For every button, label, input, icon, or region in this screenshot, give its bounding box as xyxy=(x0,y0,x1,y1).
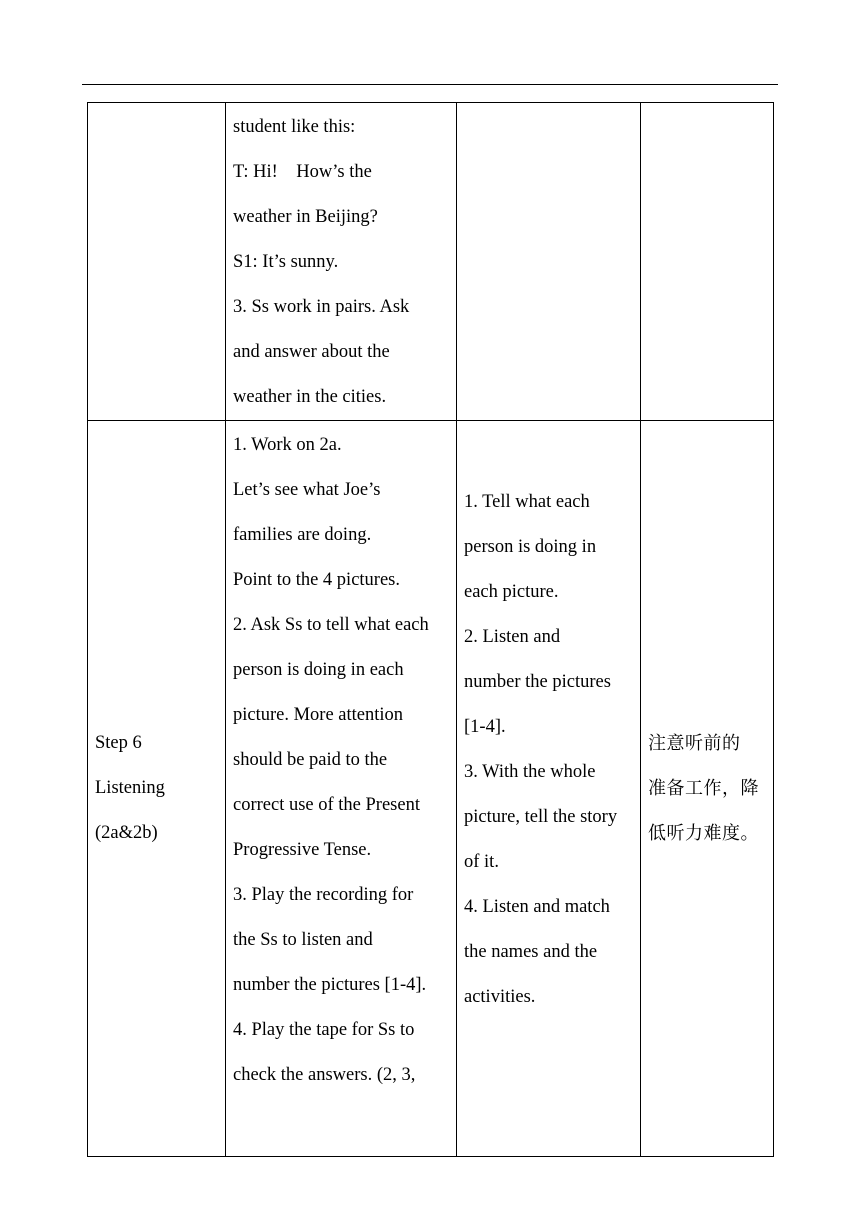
table-row xyxy=(88,421,774,1157)
purpose-cell xyxy=(641,103,774,421)
text-line: S1: It’s sunny. xyxy=(233,252,339,272)
text-line: activities. xyxy=(464,987,536,1007)
text-line: [1-4]. xyxy=(464,717,506,737)
text-line: families are doing. xyxy=(233,525,372,545)
text-line: correct use of the Present xyxy=(233,795,420,815)
text-line: number the pictures [1-4]. xyxy=(233,975,427,995)
text-line: 注意听前的 xyxy=(648,733,741,754)
purpose-cell xyxy=(641,421,774,1157)
text-line: 准备工作，降 xyxy=(648,778,759,799)
text-line: number the pictures xyxy=(464,672,611,692)
text-line: 2. Ask Ss to tell what each xyxy=(233,615,429,635)
table-row xyxy=(88,103,774,421)
step-cell xyxy=(88,103,226,421)
step-title: Listening xyxy=(95,778,165,798)
text-line: Point to the 4 pictures. xyxy=(233,570,400,590)
text-line: 2. Listen and xyxy=(464,627,561,647)
text-line: 1. Work on 2a. xyxy=(233,435,342,455)
text-line: person is doing in each xyxy=(233,660,404,680)
text-line: picture, tell the story xyxy=(464,807,618,827)
text-line: weather in the cities. xyxy=(233,387,387,407)
text-line: T: Hi! How’s the xyxy=(233,162,372,182)
text-line: 低听力难度。 xyxy=(648,823,759,844)
text-line: weather in Beijing? xyxy=(233,207,378,227)
text-line: person is doing in xyxy=(464,537,597,557)
text-line: the Ss to listen and xyxy=(233,930,373,950)
text-line: 4. Listen and match xyxy=(464,897,610,917)
step-cell xyxy=(88,421,226,1157)
text-line: each picture. xyxy=(464,582,559,602)
text-line: should be paid to the xyxy=(233,750,388,770)
header-rule xyxy=(82,84,778,85)
step-number: Step 6 xyxy=(95,733,142,753)
text-line: 4. Play the tape for Ss to xyxy=(233,1020,415,1040)
teacher-activities-cell xyxy=(226,421,457,1157)
student-activities-cell xyxy=(457,103,641,421)
text-line: 3. Ss work in pairs. Ask xyxy=(233,297,410,317)
text-line: and answer about the xyxy=(233,342,390,362)
teacher-activities-cell xyxy=(226,103,457,421)
text-line: picture. More attention xyxy=(233,705,404,725)
text-line: the names and the xyxy=(464,942,598,962)
text-line: of it. xyxy=(464,852,499,872)
student-activities-cell xyxy=(457,421,641,1157)
text-line: Let’s see what Joe’s xyxy=(233,480,381,500)
text-line: student like this: xyxy=(233,117,356,137)
text-line: 1. Tell what each xyxy=(464,492,590,512)
text-line: 3. Play the recording for xyxy=(233,885,414,905)
text-line: check the answers. (2, 3, xyxy=(233,1065,416,1085)
lesson-plan-table xyxy=(87,102,774,1157)
text-line: 3. With the whole xyxy=(464,762,596,782)
text-line: Progressive Tense. xyxy=(233,840,372,860)
step-reference: (2a&2b) xyxy=(95,823,158,843)
